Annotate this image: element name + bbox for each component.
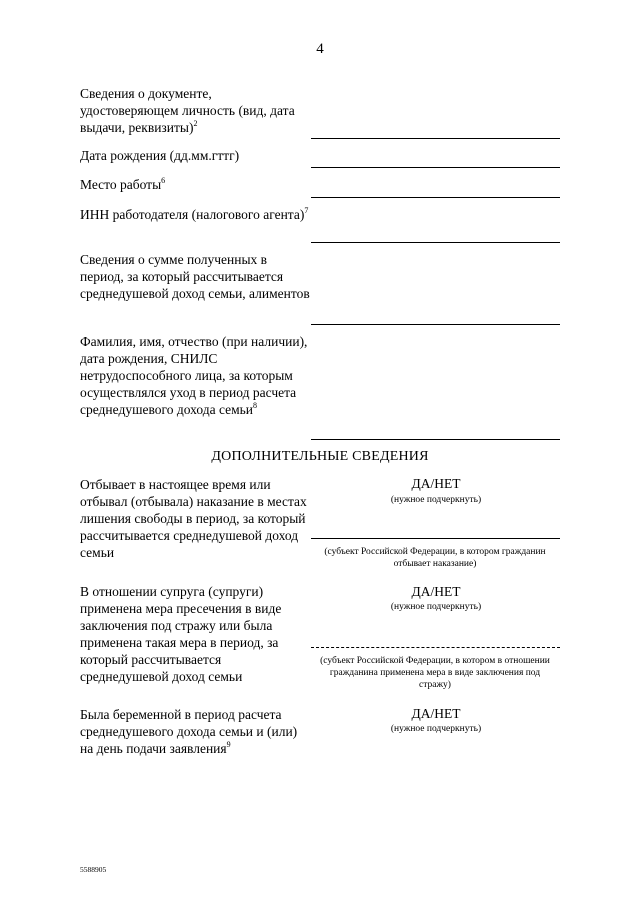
question-spouse-answer[interactable]: ДА/НЕТ <box>411 584 461 599</box>
question-prison-caption: (субъект Российской Федерации, в котором гражданин отбывает наказание) <box>324 547 546 569</box>
field-identity-doc-line[interactable] <box>311 138 560 139</box>
question-pregnant-answer[interactable]: ДА/НЕТ <box>411 706 461 721</box>
footnote-ref: 6 <box>161 176 166 185</box>
field-care-person-label: Фамилия, имя, отчество (при наличии), дата рождения, СНИЛС нетрудоспособного лица, за которым осуществлялся уход в период расчета среднедушевого дохода семьи$^8$ <box>80 334 308 417</box>
footnote-ref: 9 <box>226 740 231 749</box>
field-workplace-line[interactable] <box>311 197 560 198</box>
question-prison-label: Отбывает в настоящее время или отбывал (отбывала) наказание в местах лишения свободы в период, за который рассчитывается среднедушевой доход семьи <box>80 477 307 560</box>
field-employer-inn-line[interactable] <box>311 242 560 243</box>
question-pregnant-hint: (нужное подчеркнуть) <box>390 724 482 734</box>
footnote-ref: 7 <box>304 206 309 215</box>
footnote-ref: 8 <box>253 401 258 410</box>
field-income-sum-line[interactable] <box>311 324 560 325</box>
field-identity-doc-label: Сведения о документе, удостоверяющем личность (вид, дата выдачи, реквизиты)$^2$ <box>80 86 295 135</box>
field-income-sum-label: Сведения о сумме полученных в период, за который рассчитывается среднедушевой доход семьи, алиментов <box>80 252 310 301</box>
question-spouse-caption: (субъект Российской Федерации, в котором в отношении гражданина применена мера в виде заключения под стражу) <box>320 656 550 690</box>
question-prison-line[interactable] <box>311 538 560 539</box>
section-title: ДОПОЛНИТЕЛЬНЫЕ СВЕДЕНИЯ <box>211 449 429 464</box>
field-birth-date-label: Дата рождения (дд.мм.гттг) <box>80 148 240 163</box>
footnote-ref: 2 <box>193 119 198 128</box>
question-spouse-hint: (нужное подчеркнуть) <box>390 602 482 612</box>
question-prison-hint: (нужное подчеркнуть) <box>390 495 482 505</box>
question-prison-answer[interactable]: ДА/НЕТ <box>411 476 461 491</box>
question-spouse-label: В отношении супруга (супруги) применена мера пресечения в виде заключения под стражу или была применена такая мера в период, за который рассчитывается среднедушевой доход семьи <box>80 584 282 684</box>
field-care-person-line[interactable] <box>311 439 560 440</box>
question-pregnant-label: Была беременной в период расчета среднедушевого дохода семьи и (или) на день подачи заявления$^9$ <box>80 707 298 756</box>
footer-code: 5588905 <box>80 865 107 874</box>
page-number: 4 <box>316 41 324 57</box>
field-birth-date-line[interactable] <box>311 167 560 168</box>
field-workplace-label: Место работы$^6$ <box>80 176 166 192</box>
question-spouse-line[interactable] <box>311 647 560 648</box>
field-employer-inn-label: ИНН работодателя (налогового агента)$^7$ <box>80 206 309 222</box>
